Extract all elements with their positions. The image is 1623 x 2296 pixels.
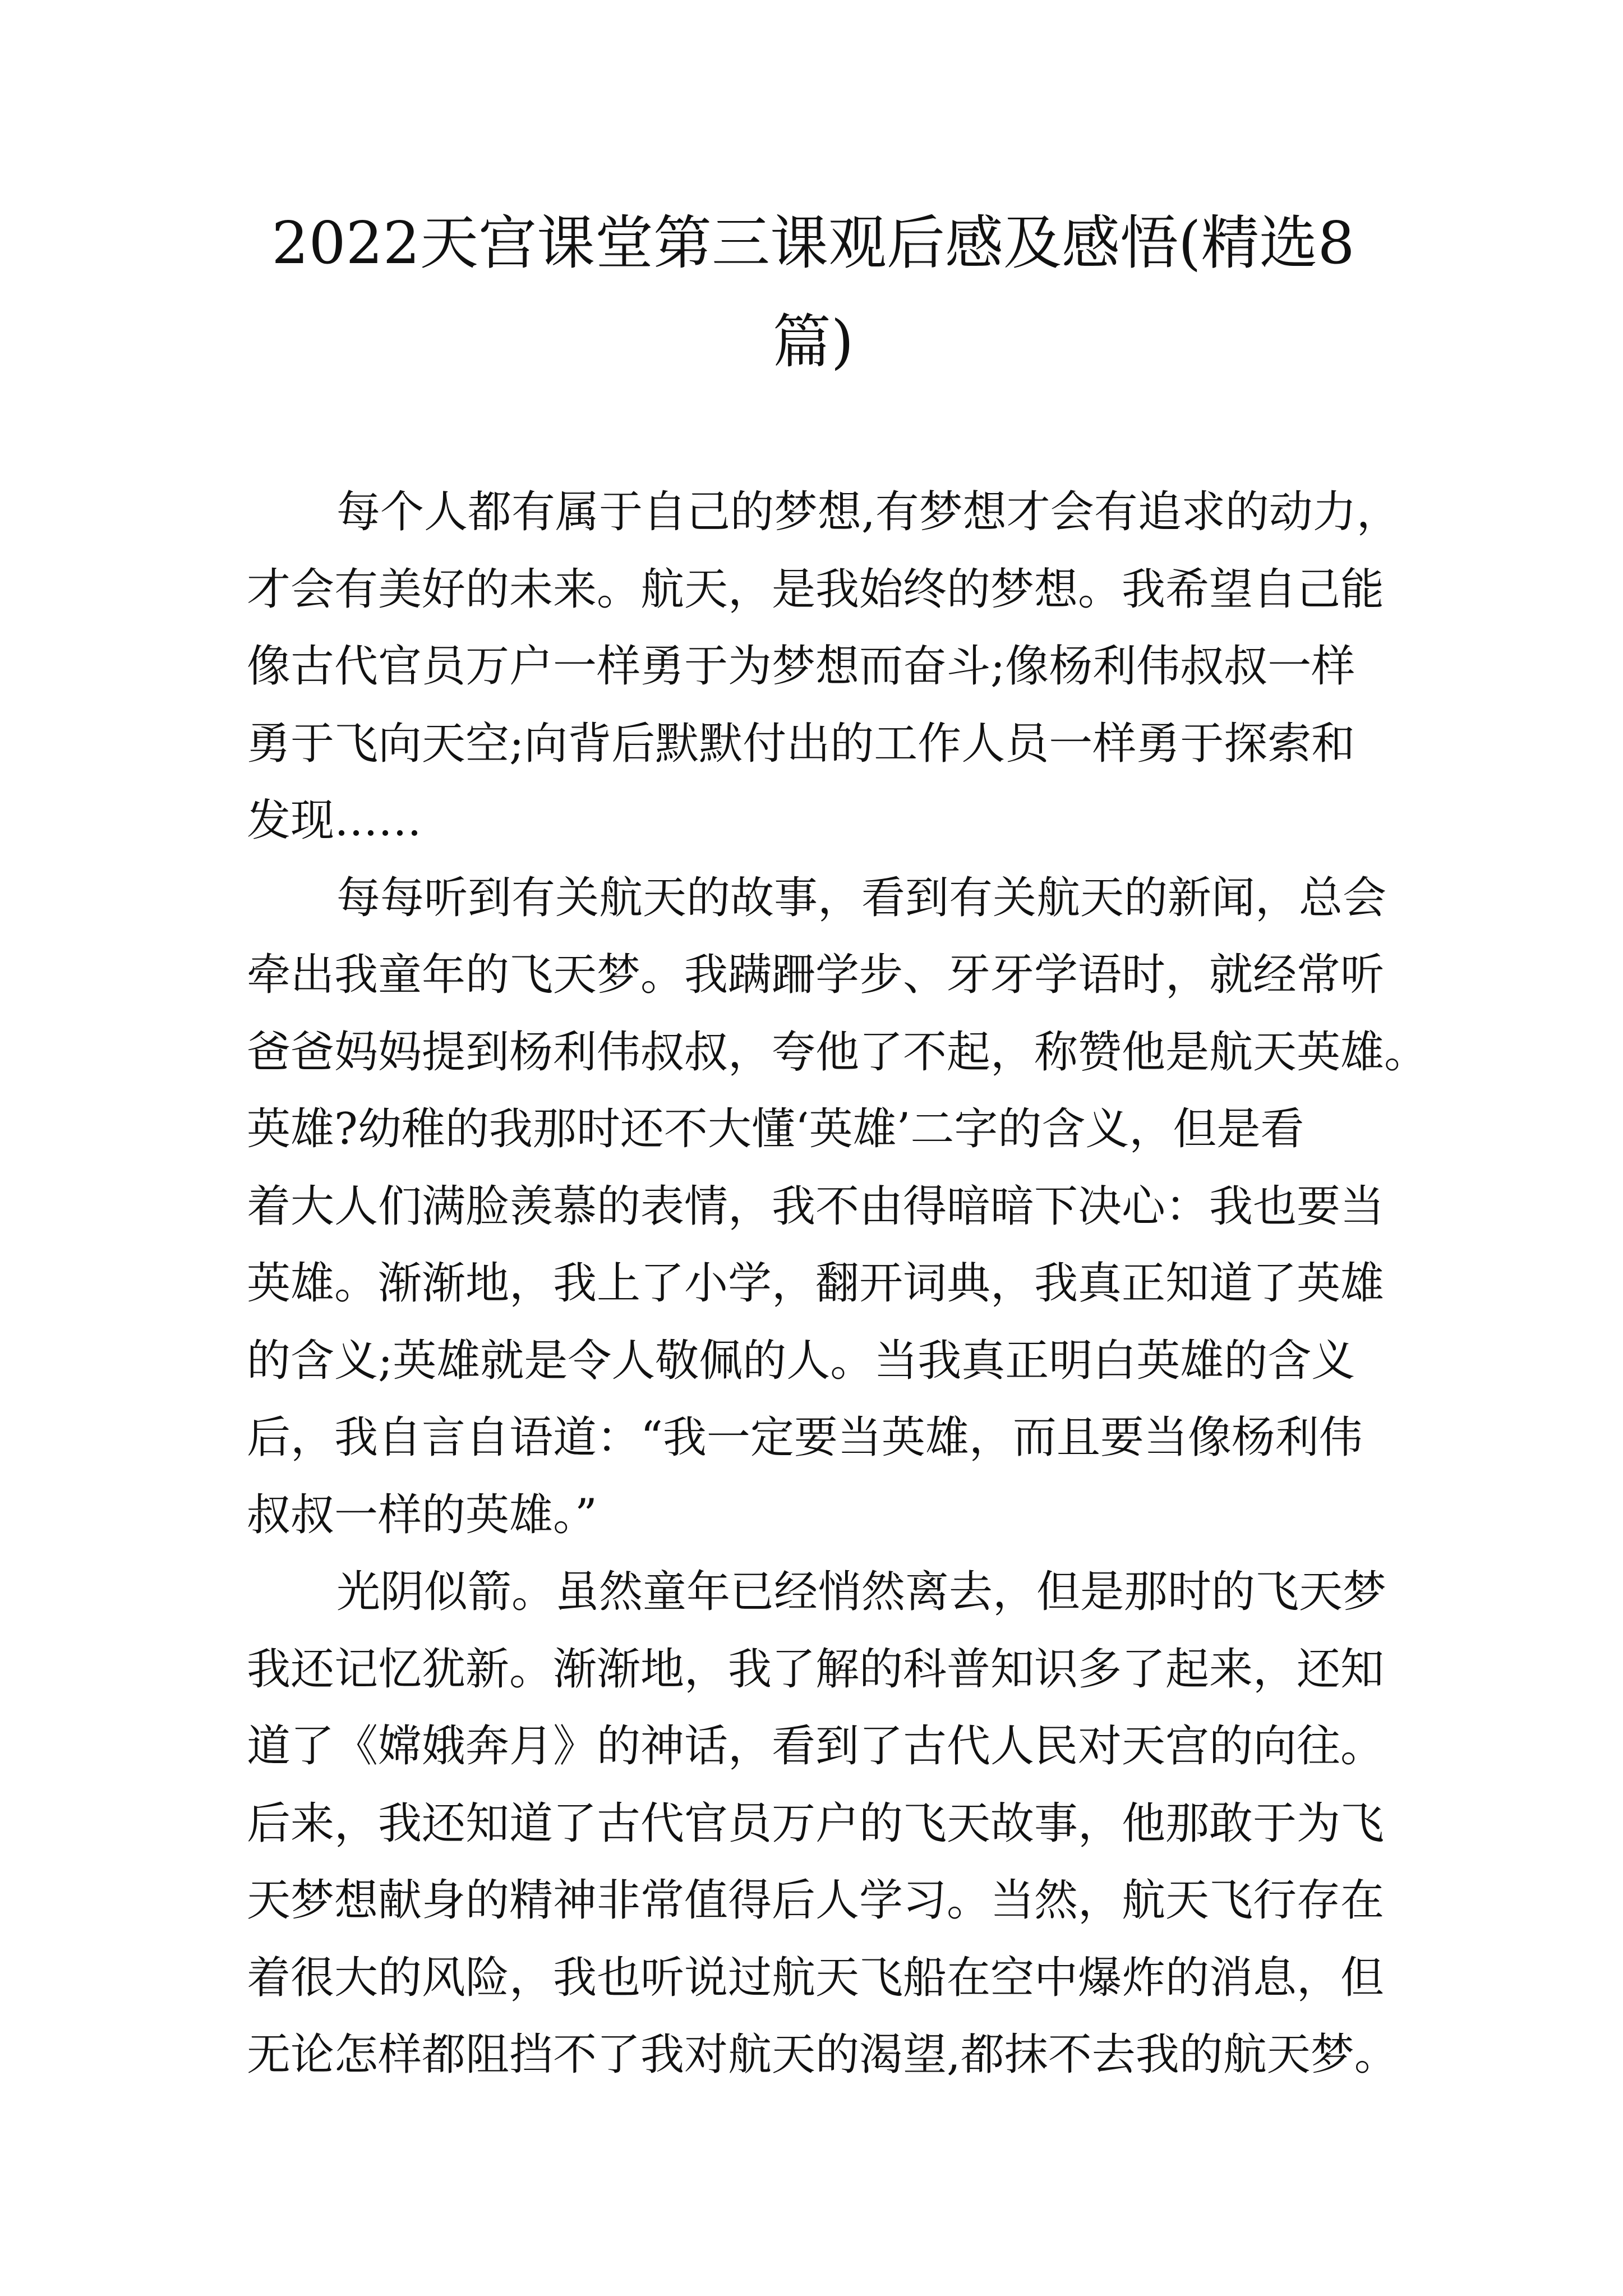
text-line: 英雄?幼稚的我那时还不大懂‘英雄’二字的含义，但是看 xyxy=(247,1104,1304,1154)
text-line: 牵出我童年的飞天梦。我蹒跚学步、牙牙学语时，就经常听 xyxy=(247,950,1385,1000)
text-line: 道了《嫦娥奔月》的神话，看到了古代人民对天宫的向往。 xyxy=(247,1721,1385,1772)
paragraph-3 xyxy=(247,1554,1398,2094)
text-line: 才会有美好的未来。航天，是我始终的梦想。我希望自己能 xyxy=(247,564,1385,615)
text-line: 每每听到有关航天的故事，看到有关航天的新闻，总会 xyxy=(336,872,1387,923)
document-title xyxy=(241,194,1385,391)
text-line: 发现…… xyxy=(247,795,422,846)
text-line: 爸爸妈妈提到杨利伟叔叔，夸他了不起，称赞他是航天英雄。 xyxy=(247,1027,1428,1078)
text-line: 着很大的风险，我也听说过航天飞船在空中爆炸的消息，但 xyxy=(247,1952,1385,2003)
text-line: 英雄。渐渐地，我上了小学，翻开词典，我真正知道了英雄 xyxy=(247,1258,1385,1309)
text-line: 的含义;英雄就是令人敬佩的人。当我真正明白英雄的含义 xyxy=(247,1335,1355,1386)
text-line: 无论怎样都阻挡不了我对航天的渴望,都抹不去我的航天梦。 xyxy=(247,2030,1398,2080)
text-line: 着大人们满脸羡慕的表情，我不由得暗暗下决心：我也要当 xyxy=(247,1181,1385,1232)
text-line: 叔叔一样的英雄。” xyxy=(247,1489,597,1540)
text-line: 每个人都有属于自己的梦想,有梦想才会有追求的动力， xyxy=(336,487,1400,537)
text-line: 后来，我还知道了古代官员万户的飞天故事，他那敢于为飞 xyxy=(247,1798,1385,1849)
title-line-1: 2022天宫课堂第三课观后感及感悟(精选8 xyxy=(271,209,1355,277)
text-line: 后，我自言自语道：“我一定要当英雄，而且要当像杨利伟 xyxy=(247,1412,1363,1463)
text-line: 光阴似箭。虽然童年已经悄然离去，但是那时的飞天梦 xyxy=(336,1567,1387,1617)
text-line: 我还记忆犹新。渐渐地，我了解的科普知识多了起来，还知 xyxy=(247,1644,1385,1695)
text-line: 天梦想献身的精神非常值得后人学习。当然，航天飞行存在 xyxy=(247,1875,1385,1926)
text-line: 像古代官员万户一样勇于为梦想而奋斗;像杨利伟叔叔一样 xyxy=(247,641,1355,692)
document-body xyxy=(247,474,1428,2094)
title-line-2: 篇) xyxy=(772,307,854,376)
text-line: 勇于飞向天空;向背后默默付出的工作人员一样勇于探索和 xyxy=(247,718,1355,769)
paragraph-2 xyxy=(247,860,1428,1554)
paragraph-1 xyxy=(247,474,1400,860)
